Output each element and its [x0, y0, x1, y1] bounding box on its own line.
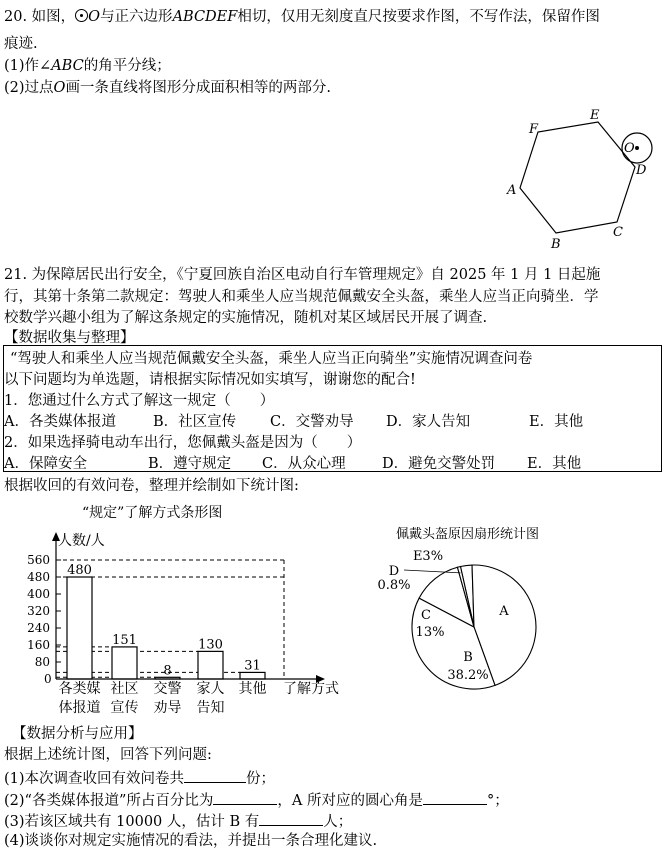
survey-q1-option-c: C．交警劝导 — [270, 414, 354, 430]
pie-label-e: E3% — [412, 549, 444, 564]
survey-q2-option-d: D．避免交警处罚 — [382, 456, 496, 472]
q20-hexagon-name: ABCDEF — [172, 9, 238, 25]
survey-q1: 1．您通过什么方式了解这一规定（ ） — [4, 393, 275, 409]
point-label-o: O — [624, 141, 635, 156]
bar-value-label: 130 — [198, 637, 223, 653]
bar-category-label: 体报道 — [58, 700, 101, 716]
ask-2-mid: ，A 所对应的圆心角是 — [277, 793, 423, 809]
bar-category-label: 宣传 — [110, 700, 139, 716]
pie-label-b: B — [463, 650, 473, 665]
section-data-collection: 【数据收集与整理】 — [4, 330, 135, 346]
survey-q2-option-e: E．其他 — [527, 456, 582, 472]
ask-2-pre: (2)“各类媒体报道”所占百分比为 — [4, 793, 214, 809]
ask-2-blank-angle[interactable] — [423, 790, 487, 805]
ask-1 — [4, 768, 275, 788]
survey-q1-option-e: E．其他 — [529, 414, 584, 430]
q20-part2-pre: (2)过点 — [4, 80, 54, 96]
q20-line2: 痕迹. — [4, 36, 38, 52]
ask-3-pre: (3)若该区域共有 10000 人，估计 B 有 — [4, 814, 260, 830]
hexagon-abcdef — [520, 122, 635, 233]
q20-part1 — [4, 57, 171, 75]
bar-category-label: 各类媒 — [58, 681, 101, 697]
q20-part1-angle: ABC — [51, 58, 84, 74]
vertex-label-b: B — [551, 237, 561, 252]
section-data-analysis: 【数据分析与应用】 — [12, 726, 143, 742]
q20-part2-point: O — [53, 80, 66, 96]
pie-label-c: C — [421, 608, 431, 623]
ask-1-post: 份； — [246, 771, 276, 787]
point-o-dot — [635, 146, 639, 150]
survey-q1-option-b: B．社区宣传 — [153, 414, 237, 430]
vertex-label-f: F — [529, 122, 539, 137]
bar-category-label: 交警 — [153, 681, 182, 697]
bar-category-label: 告知 — [196, 700, 225, 716]
q20-line1-post: 相切，仅用无刻度直尺按要求作图，不写作法，保留作图 — [237, 9, 600, 25]
q20-part1-post: 的角平分线； — [83, 58, 171, 74]
bar-4 — [198, 651, 223, 679]
bar-ytick-label: 560 — [27, 553, 50, 567]
bar-ytick-label: 80 — [34, 655, 50, 669]
bar-ytick-label: 320 — [27, 604, 50, 618]
pie-percent-b: 38.2% — [447, 668, 489, 683]
pie-percent-d: 0.8% — [377, 578, 411, 593]
q20-part1-pre: (1)作∠ — [4, 58, 52, 74]
q20-line1 — [4, 8, 600, 26]
q21-intro3: 校数学兴趣小组为了解这条规定的实施情况，随机对某区域居民开展了调查. — [4, 310, 488, 326]
ask-2-blank-percent[interactable] — [213, 790, 277, 805]
ask-2-post: °； — [486, 793, 509, 809]
survey-note: 以下问题均为单选题，请根据实际情况如实填写，谢谢您的配合! — [4, 372, 416, 388]
bar-ytick-label: 160 — [27, 638, 50, 652]
bar-value-label: 480 — [67, 563, 92, 578]
survey-q2: 2．如果选择骑电动车出行，您佩戴头盔是因为（ ） — [4, 435, 362, 451]
bar-value-label: 151 — [112, 632, 137, 648]
bar-value-label: 31 — [244, 658, 261, 674]
bar-chart-ylabel: 人数/人 — [58, 533, 105, 549]
bar-ytick-label: 240 — [27, 621, 50, 635]
bar-category-label: 社区 — [110, 681, 139, 697]
bar-chart-xlabel: 了解方式 — [283, 681, 339, 697]
q20-part2 — [4, 79, 331, 97]
q20-line1-pre: 20. 如图， — [4, 9, 76, 25]
ask-3-post: 人； — [323, 814, 353, 830]
pie-label-d: D — [388, 564, 400, 579]
pie-label-a: A — [499, 604, 509, 619]
bar-category-label: 家人 — [196, 681, 225, 697]
bar-category-label: 劝导 — [153, 700, 182, 716]
pie-chart-title: 佩戴头盔原因扇形统计图 — [396, 527, 540, 542]
ask-3-blank[interactable] — [259, 811, 323, 826]
q21-intro2: 行，其第十条第二款规定：驾驶人和乘坐人应当规范佩戴安全头盔，乘坐人应当正向骑坐．学 — [4, 289, 599, 305]
bar-1 — [67, 577, 92, 679]
survey-q1-option-a: A．各类媒体报道 — [4, 414, 116, 430]
bar-ytick-label: 480 — [27, 570, 50, 584]
q20-circle-label: O — [88, 9, 101, 25]
vertex-label-d: D — [636, 163, 647, 178]
bar-value-label: 8 — [163, 663, 172, 679]
ask-1-blank[interactable] — [184, 768, 246, 783]
after-survey-text: 根据收回的有效问卷，整理并绘制如下统计图: — [4, 478, 299, 494]
vertex-label-a: A — [507, 183, 517, 198]
ask-4: (4)谈谈你对规定实施情况的看法，并提出一条合理化建议. — [4, 833, 378, 849]
ask-1-pre: (1)本次调查收回有效问卷共 — [4, 771, 185, 787]
bar-origin-label: 0 — [44, 672, 52, 686]
vertex-label-c: C — [613, 225, 623, 240]
survey-q2-option-b: B．遵守规定 — [148, 456, 232, 472]
vertex-label-e: E — [590, 108, 600, 123]
bar-chart — [0, 497, 360, 722]
survey-q2-option-c: C．从众心理 — [262, 456, 346, 472]
circle-o-symbol — [75, 9, 88, 22]
survey-q2-option-a: A．保障安全 — [4, 456, 87, 472]
survey-q1-option-d: D．家人告知 — [386, 414, 471, 430]
pie-chart — [372, 520, 670, 710]
hexagon-figure — [500, 100, 665, 252]
ask-3 — [4, 811, 352, 831]
bar-2 — [112, 647, 137, 679]
survey-title: “驾驶人和乘坐人应当规范佩戴安全头盔，乘坐人应当正向骑坐”实施情况调查问卷 — [10, 351, 533, 367]
q20-part2-post: 画一条直线将图形分成面积相等的两部分. — [65, 80, 332, 96]
ask-2 — [4, 790, 509, 810]
pie-percent-c: 13% — [415, 625, 445, 640]
bar-category-label: 其他 — [238, 681, 267, 697]
q21-intro1: 21. 为保障居民出行安全，《宁夏回族自治区电动自行车管理规定》自 2025 年 1 月 1 日起施 — [4, 267, 601, 283]
analysis-intro: 根据上述统计图，回答下列问题: — [4, 747, 212, 763]
q20-line1-mid: 与正六边形 — [100, 9, 173, 25]
bar-chart-title: “规定”了解方式条形图 — [82, 505, 223, 521]
bar-ytick-label: 400 — [27, 587, 50, 601]
